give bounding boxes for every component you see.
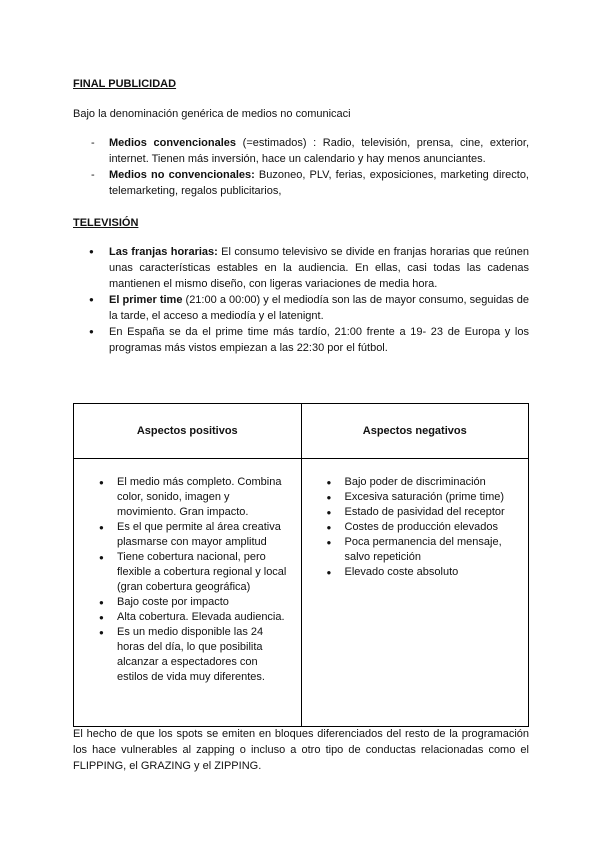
list-item: ● Poca permanencia del mensaje, salvo repetición — [303, 535, 528, 565]
list-item: ● En España se da el prime time más tardío, 21:00 frente a 19- 23 de Europa y los programas más vistos empiezan a las 22:30 por el fútbol. — [73, 324, 529, 356]
list-item: ● Excesiva saturación (prime time) — [303, 490, 528, 505]
list-item: ● El medio más completo. Combina color, sonido, imagen y movimiento. Gran impacto. — [75, 475, 300, 520]
list-item: ● Estado de pasividad del receptor — [303, 505, 528, 520]
television-points-list — [73, 244, 529, 356]
aspects-table — [73, 403, 529, 727]
column-header-negative: Aspectos negativos — [301, 404, 529, 459]
list-item: - Medios no convencionales: Buzoneo, PLV, ferias, exposiciones, marketing directo, telemarketing, regalos publicitarios, — [73, 167, 529, 199]
document-title: FINAL PUBLICIDAD — [73, 78, 177, 90]
intro-paragraph: Bajo la denominación genérica de medios no comunicaci — [73, 108, 351, 120]
list-item: ● Es el que permite al área creativa plasmarse con mayor amplitud — [75, 520, 300, 550]
list-item: ● Tiene cobertura nacional, pero flexible a cobertura regional y local (gran cobertura geográfica) — [75, 550, 300, 595]
column-header-positive: Aspectos positivos — [74, 404, 302, 459]
negatives-cell — [301, 459, 529, 727]
section-heading-television: TELEVISIÓN — [73, 217, 139, 229]
positives-cell — [74, 459, 302, 727]
list-item: ● Alta cobertura. Elevada audiencia. — [75, 610, 300, 625]
list-item: ● Costes de producción elevados — [303, 520, 528, 535]
list-item: ● Bajo coste por impacto — [75, 595, 300, 610]
list-item: ● El primer time (21:00 a 00:00) y el mediodía son las de mayor consumo, seguidas de la tarde, el acceso a mediodía y el latenignt. — [73, 292, 529, 324]
list-item: ● Es un medio disponible las 24 horas del día, lo que posibilita alcanzar a espectadores con estilos de vida muy diferentes. — [75, 625, 300, 685]
list-item: ● Bajo poder de discriminación — [303, 475, 528, 490]
list-item: ● Elevado coste absoluto — [303, 565, 528, 580]
media-types-list — [73, 135, 529, 199]
closing-paragraph: El hecho de que los spots se emiten en bloques diferenciados del resto de la programación los hace vulnerables al zapping o incluso a otro tipo de conductas relacionadas como el FLIPPING, el GRAZING y el ZIPPING. — [73, 728, 529, 772]
list-item: - Medios convencionales (=estimados) : Radio, televisión, prensa, cine, exterior, internet. Tienen más inversión, hace un calendario y hay menos anunciantes. — [73, 135, 529, 167]
list-item: ● Las franjas horarias: El consumo televisivo se divide en franjas horarias que reúnen unas características estables en la audiencia. En ellas, casi todas las cadenas mantienen el mismo diseño, con ligeras variaciones de media hora. — [73, 244, 529, 292]
